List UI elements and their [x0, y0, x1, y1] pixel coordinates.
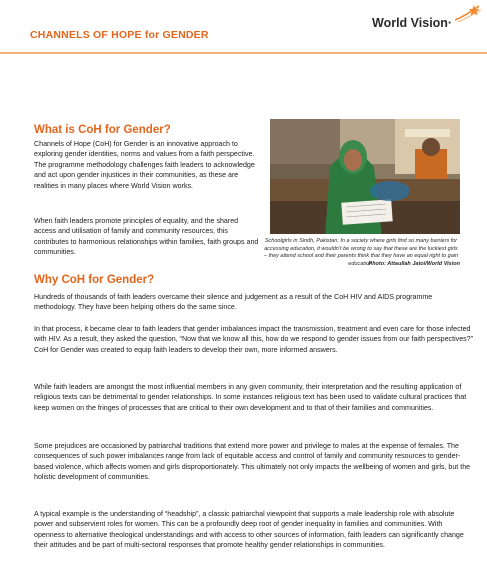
photo-credit: Photo: Attaullah Jatoi/World Vision — [368, 261, 460, 267]
why-paragraph-5: A typical example is the understanding of “headship”, a classic patriarchal viewpoint that supports a male leadership role with absolute power and subservient roles for women. This can be a profoundly deep root of gender inequality in families and communities. With openness to alternative theological understandings and with access to other sources of information, faith leaders can significantly change their attitudes and be part of multi-sectoral responses that promote healthy gender relationships in communities. — [34, 510, 464, 550]
star-icon — [455, 4, 481, 24]
document-title: CHANNELS OF HOPE for GENDER — [30, 29, 209, 41]
section-heading-what: What is CoH for Gender? — [34, 124, 171, 136]
header-divider — [0, 52, 487, 54]
page-header — [0, 0, 487, 52]
why-paragraph-4: Some prejudices are occasioned by patriarchal traditions that extend more power and privilege to males at the expense of females. The consequences of such power imbalances range from lack of equitable access and control of family and community resources to gender-based violence, which affects women and girls disproportionately. This ultimately not only impacts the wellbeing of women and girls, but the holistic development of communities. — [34, 442, 471, 482]
why-paragraph-3: While faith leaders are amongst the most influential members in any given community, their interpretation and the resulting application of religious texts can be detrimental to gender relationships. In some instances religious text has been used to validate cultural practices that keep women on the fringes of processes that are critical to their own development and to that of their families and communities. — [34, 383, 467, 412]
photo-caption: Schoolgirls in Sindh, Pakistan. In a society where girls find so many barriers for accessing education, it wouldn’t be wrong to say that these are the luckiest girls – they attend school and their parents think that they have an equal right to gain education. — [263, 238, 459, 267]
why-paragraph-2: In that process, it became clear to faith leaders that gender imbalances impact the transmission, treatment and even care for those infected with HIV. As a result, they asked the question, “Now that we know all this, how do we respond to gender issues from our faith perspectives?” CoH for Gender was created to equip faith leaders to develop their own, more informed answers. — [34, 325, 473, 354]
why-paragraph-1: Hundreds of thousands of faith leaders overcame their silence and judgement as a result of the CoH HIV and AIDS programme methodology. They have been helping others do the same since. — [34, 293, 433, 312]
what-paragraph-2: When faith leaders promote principles of equality, and the shared access and utilisation of family and community resources, this contributes to harmonious relationships within families, faith groups and communities. — [34, 217, 259, 257]
world-vision-logo: World Vision· — [372, 16, 453, 30]
what-paragraph-1: Channels of Hope (CoH) for Gender is an innovative approach to exploring gender identities, norms and values from a faith perspective. The programme methodology challenges faith leaders to acknowledge and act upon gender injustices in their communities, as these are realities in many places where World Vision works. — [34, 140, 255, 190]
schoolgirls-photo — [270, 119, 460, 234]
section-heading-why: Why CoH for Gender? — [34, 274, 155, 286]
